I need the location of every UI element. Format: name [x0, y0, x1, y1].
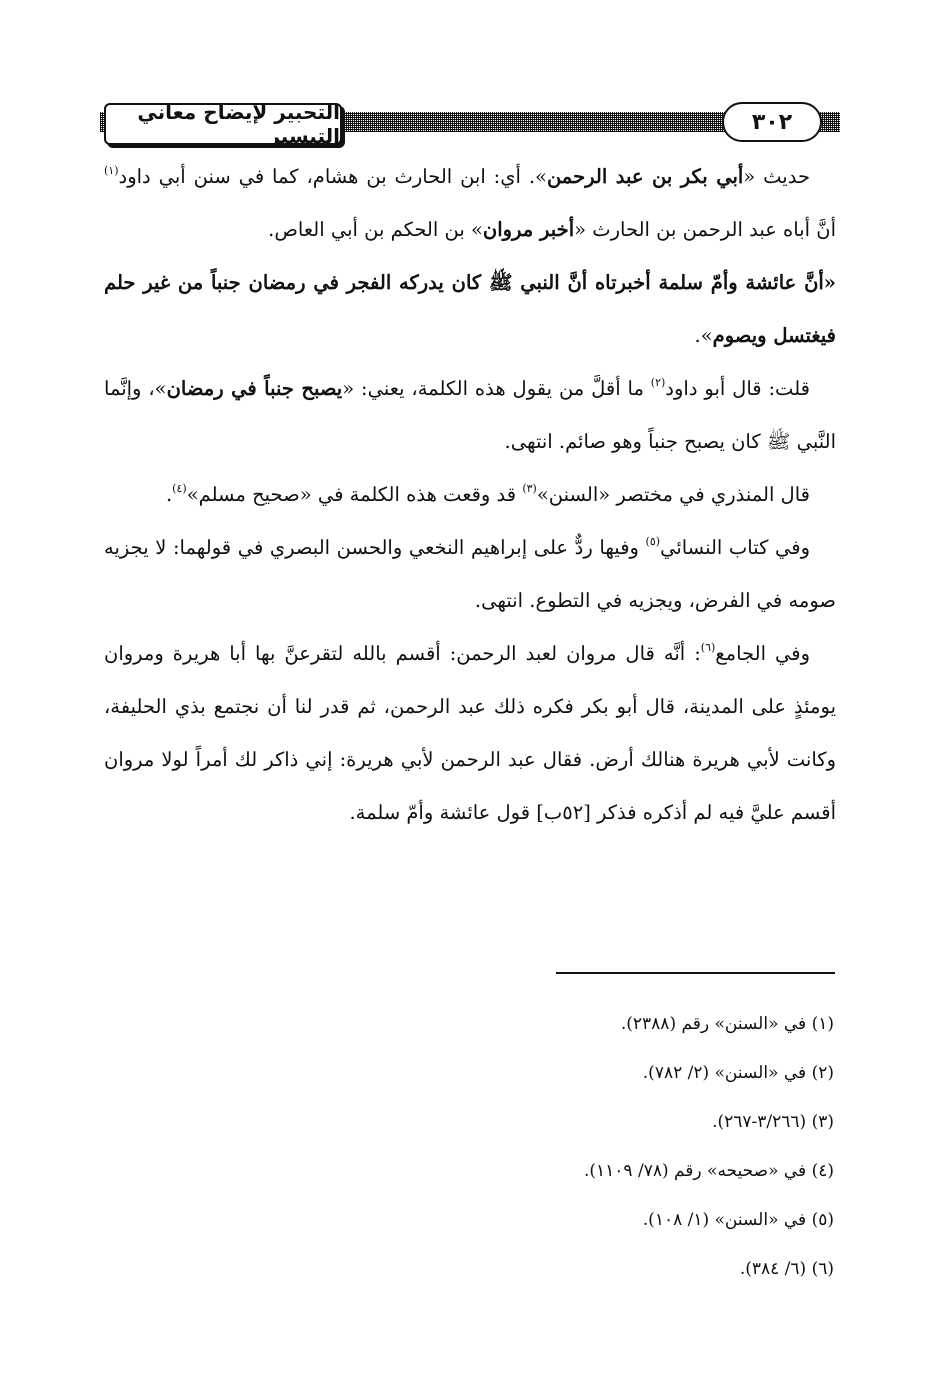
text-run: .	[165, 483, 173, 506]
paragraph-5	[104, 521, 836, 627]
text-run: أنَّ أباه عبد الرحمن بن الحارث «	[574, 218, 836, 241]
text-run: قال المنذري في مختصر «السنن»	[536, 483, 810, 506]
footnotes	[400, 1000, 834, 1294]
text-run: »، وإنَّما النَّبي ﷺ كان يصبح جنباً وهو صائم. انتهى.	[104, 377, 836, 453]
bold-run: يصبح جنباً في رمضان	[166, 377, 343, 400]
footnote-ref-4[interactable]: (٤)	[172, 482, 187, 495]
bold-run: أخبر مروان	[482, 218, 575, 241]
footnote-ref-5[interactable]: (٥)	[645, 535, 661, 548]
bold-run: أبي بكر بن عبد الرحمن	[546, 165, 744, 188]
footnote-1: (١) في «السنن» رقم (٢٣٨٨).	[620, 1014, 834, 1034]
footnote-2: (٢) في «السنن» (٢/ ٧٨٢).	[642, 1063, 834, 1083]
footnote-ref-2[interactable]: (٢)	[650, 376, 666, 389]
book-title: التحبير لإيضاح معاني التيسير	[137, 100, 340, 148]
footnote-separator	[556, 972, 835, 974]
footnote-ref-3[interactable]: (٣)	[522, 482, 537, 495]
paragraph-1	[104, 150, 836, 256]
text-run: : أنَّه قال مروان لعبد الرحمن: أقسم بالله لتقرعنَّ بها أبا هريرة ومروان يومئذٍ على المدينة، قال أبو بكر فكره ذلك عبد الرحمن، ثم قدر لنا أن نجتمع بذي الحليفة، وكانت لأبي هريرة هنالك أرض. فقال عبد الرحمن لأبي هريرة: إني ذاكر لك أمراً لولا مروان أقسم عليَّ فيه لم أذكره فذكر [٥٢ب] قول عائشة وأمّ سلمة.	[104, 642, 836, 824]
footnote-4: (٤) في «صحيحه» رقم (٧٨/ ١١٠٩).	[583, 1161, 834, 1181]
text-run: ».	[694, 324, 713, 347]
text-run: وفيها ردٌّ على إبراهيم النخعي والحسن البصري في قولهما: لا يجزيه صومه في الفرض، ويجزيه في التطوع. انتهى.	[104, 536, 836, 612]
text-run: حديث «	[743, 165, 810, 188]
text-run: » بن الحكم بن أبي العاص.	[268, 218, 483, 241]
text-run: وفي كتاب النسائي	[660, 536, 810, 559]
paragraph-3	[104, 362, 836, 468]
footnote-3: (٣) (٣/٢٦٦-٢٦٧).	[712, 1112, 834, 1132]
running-header	[100, 100, 840, 146]
page-number: ٣٠٢	[751, 109, 793, 135]
footnote-5: (٥) في «السنن» (١/ ١٠٨).	[642, 1210, 834, 1230]
text-run: قد وقعت هذه الكلمة في «صحيح مسلم»	[186, 483, 523, 506]
footnote-ref-6[interactable]: (٦)	[700, 641, 716, 654]
text-run: ». أي: ابن الحارث بن هشام، كما في سنن أبي داود	[118, 165, 547, 188]
book-title-box	[104, 100, 342, 148]
text-run: قلت: قال أبو داود	[665, 377, 810, 400]
footnote-6: (٦) (٦/ ٣٨٤).	[739, 1259, 834, 1279]
text-run: ما أقلَّ من يقول هذه الكلمة، يعني: «	[342, 377, 651, 400]
paragraph-2	[104, 256, 836, 362]
paragraph-6	[104, 627, 836, 839]
paragraph-4	[104, 468, 836, 521]
footnote-ref-1[interactable]: (١)	[104, 164, 119, 177]
bold-run: «أنَّ عائشة وأمّ سلمة أخبرتاه أنَّ النبي ﷺ كان يدركه الفجر في رمضان جنباً من غير حلم فيغتسل ويصوم	[104, 271, 836, 347]
main-text	[104, 150, 836, 839]
text-run: وفي الجامع	[715, 642, 810, 665]
page-number-box	[722, 102, 822, 142]
